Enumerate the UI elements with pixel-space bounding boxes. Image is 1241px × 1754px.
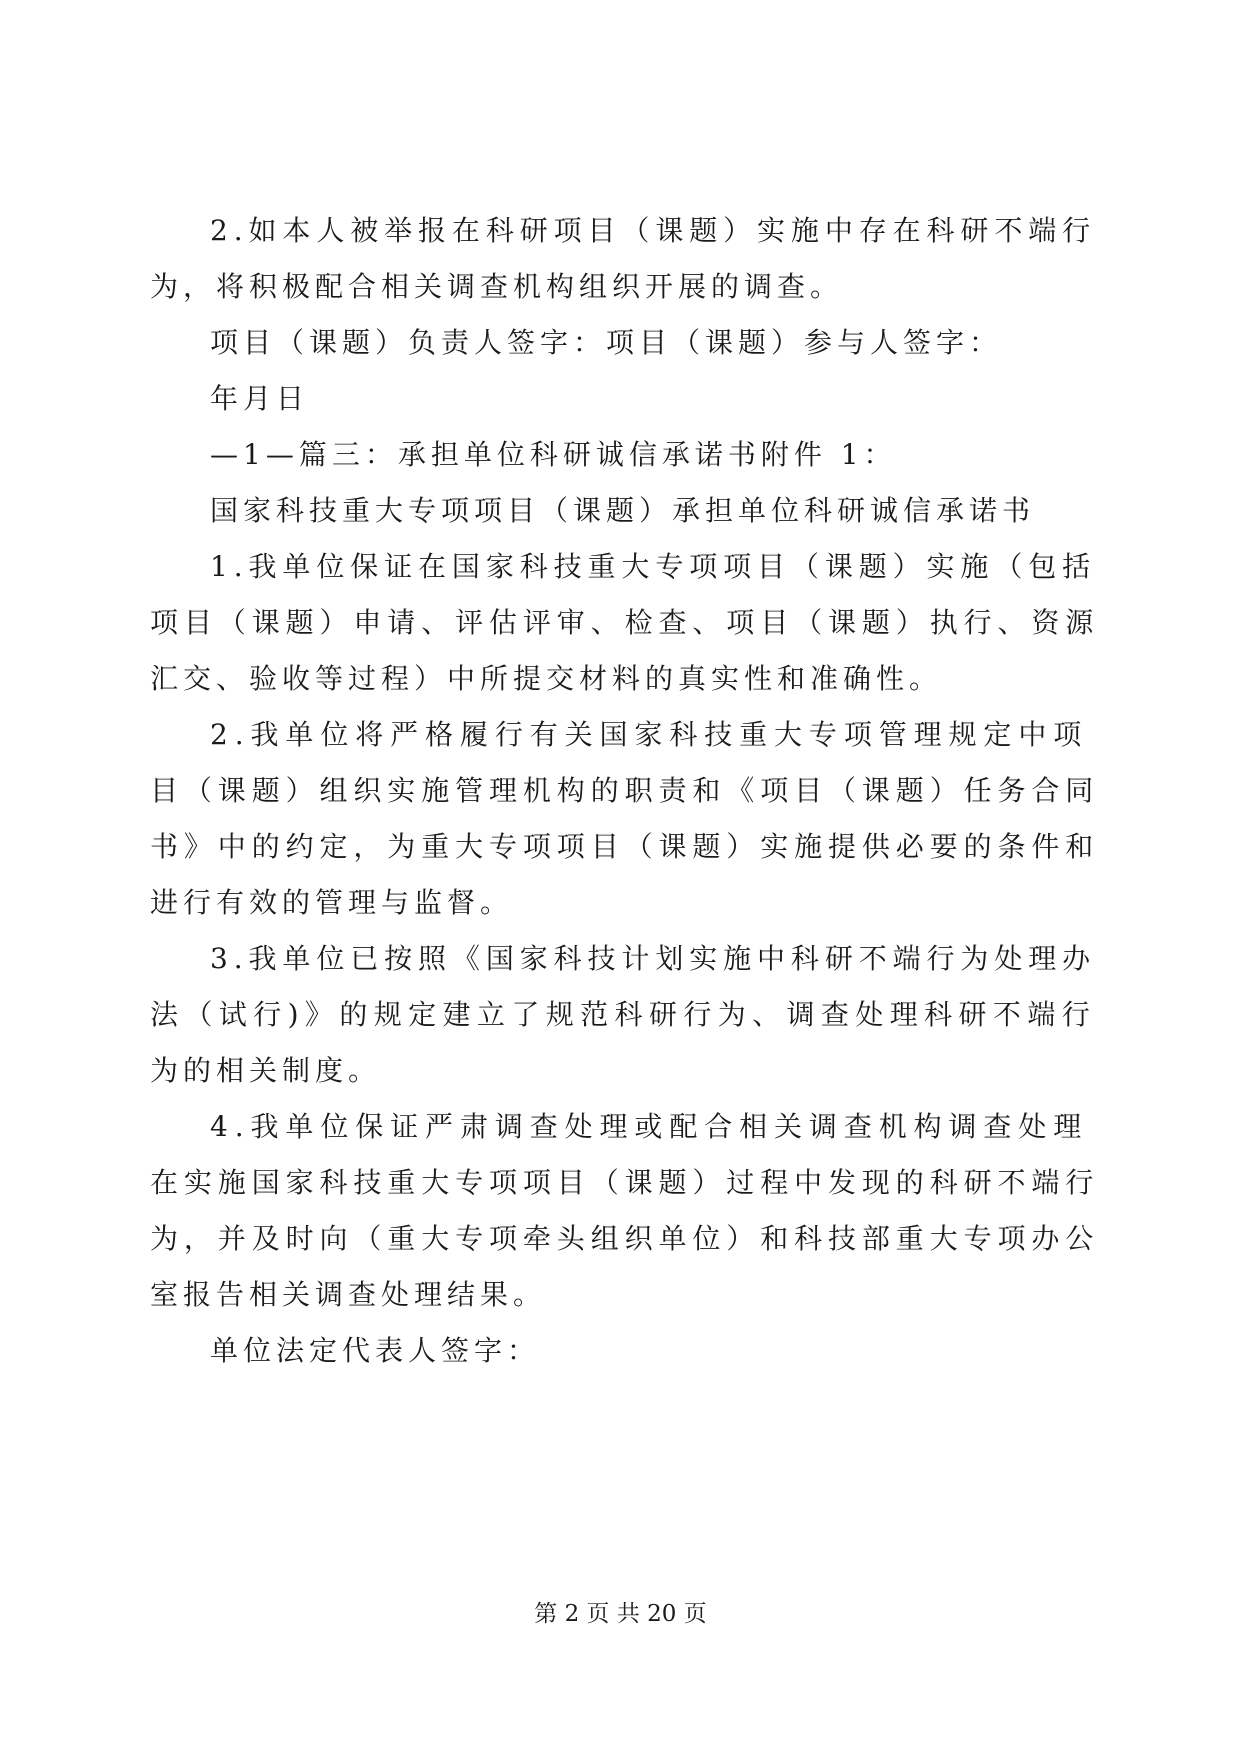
text-line: 法（试行)》的规定建立了规范科研行为、调查处理科研不端行 xyxy=(150,998,1097,1031)
text-line: 项目（课题）申请、评估评审、检查、项目（课题）执行、资源 xyxy=(150,606,1100,639)
text-line: 2.如本人被举报在科研项目（课题）实施中存在科研不端行 xyxy=(210,214,1097,247)
text-line: 为，将积极配合相关调查机构组织开展的调查。 xyxy=(150,270,844,303)
text-line: 目（课题）组织实施管理机构的职责和《项目（课题）任务合同 xyxy=(150,774,1100,807)
text-line: 年月日 xyxy=(210,382,310,415)
text-line: 为的相关制度。 xyxy=(150,1054,382,1087)
text-line: 进行有效的管理与监督。 xyxy=(150,886,514,919)
text-line: —1—篇三：承担单位科研诚信承诺书附件 1： xyxy=(210,438,897,471)
text-line: 书》中的约定，为重大专项项目（课题）实施提供必要的条件和 xyxy=(150,830,1100,863)
text-line: 1.我单位保证在国家科技重大专项项目（课题）实施（包括 xyxy=(210,550,1097,583)
text-line: 3.我单位已按照《国家科技计划实施中科研不端行为处理办 xyxy=(210,942,1097,975)
text-line: 国家科技重大专项项目（课题）承担单位科研诚信承诺书 xyxy=(210,494,1036,527)
text-line: 在实施国家科技重大专项项目（课题）过程中发现的科研不端行 xyxy=(150,1166,1100,1199)
text-line: 汇交、验收等过程）中所提交材料的真实性和准确性。 xyxy=(150,662,943,695)
text-line: 为，并及时向（重大专项牵头组织单位）和科技部重大专项办公 xyxy=(150,1222,1100,1255)
page-number-footer: 第 2 页 共 20 页 xyxy=(534,1601,707,1627)
text-line: 单位法定代表人签字： xyxy=(210,1334,541,1367)
text-line: 项目（课题）负责人签字：项目（课题）参与人签字： xyxy=(210,326,1003,359)
text-line: 4.我单位保证严肃调查处理或配合相关调查机构调查处理 xyxy=(210,1110,1089,1143)
text-line: 2.我单位将严格履行有关国家科技重大专项管理规定中项 xyxy=(210,718,1089,751)
text-line: 室报告相关调查处理结果。 xyxy=(150,1278,547,1311)
